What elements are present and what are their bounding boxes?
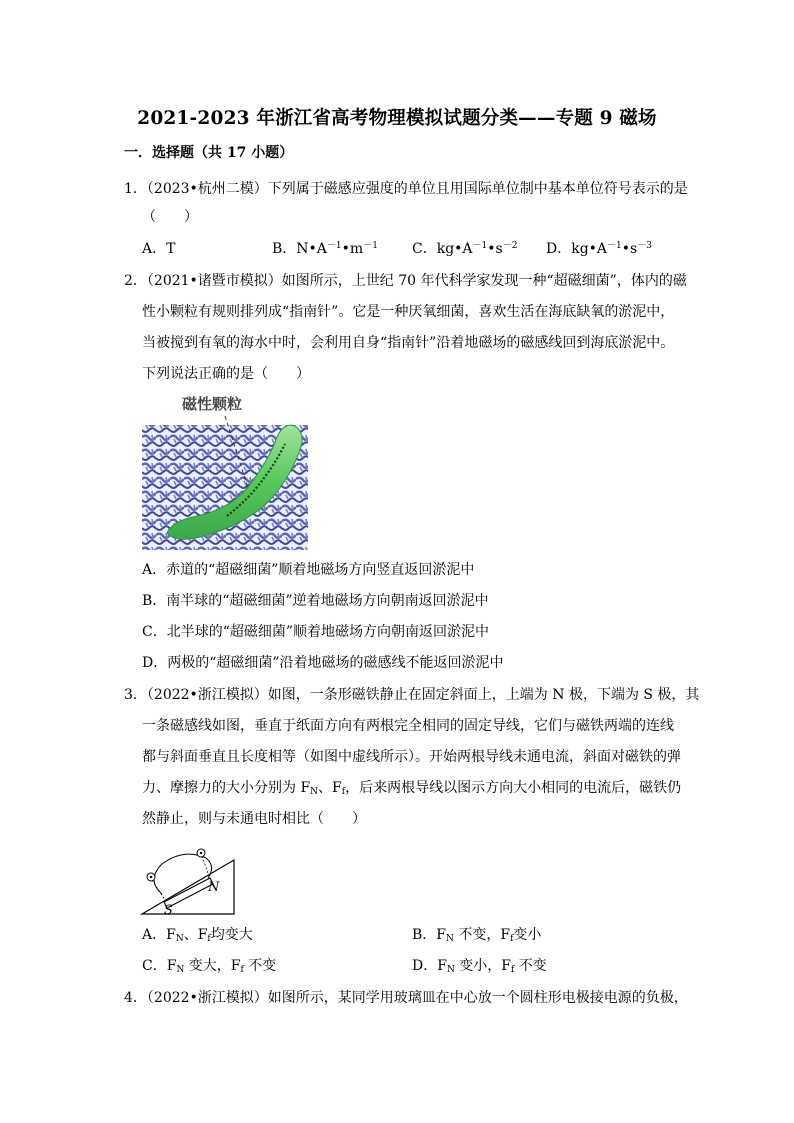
q2-line-3: 当被搅到有氧的海水中时，会利用自身“指南针”沿着地磁场的磁感线回到海底淤泥中。 — [142, 335, 675, 351]
bacteria-figure — [142, 392, 308, 550]
q2-option-c[interactable]: C．北半球的“超磁细菌”顺着地磁场方向朝南返回淤泥中 — [142, 624, 490, 640]
q2-line-1: 2．（2021•诸暨市模拟）如图所示，上世纪 70 年代科学家发现一种“超磁细菌”，体内的磁 — [124, 273, 687, 289]
q3-line-2: 一条磁感线如图，垂直于纸面方向有两根完全相同的固定导线，它们与磁铁两端的连线 — [142, 718, 674, 734]
dashed-connector-right — [202, 856, 209, 876]
q3-option-c[interactable]: C．$F_N$ 变大，$F_f$ 不变 — [142, 958, 277, 975]
q3-option-b[interactable]: B．$F_N$ 不变，$F_f$变小 — [412, 927, 542, 944]
q3-line-5: 然静止，则与未通电时相比（ ） — [142, 811, 366, 827]
south-pole-label: S — [164, 903, 173, 916]
q3-option-d[interactable]: D．$F_N$ 变小，$F_f$ 不变 — [412, 958, 547, 975]
q1-option-b[interactable]: B．$N•A^{-1}•m^{-1}$ — [272, 241, 378, 257]
magnet-incline-figure — [138, 838, 238, 916]
q3-line-3: 都与斜面垂直且长度相等（如图中虚线所示）。开始两根导线未通电流，斜面对磁铁的弹 — [142, 749, 681, 765]
magnetic-particle-label: 磁性颗粒 — [182, 395, 243, 413]
wire-right-dot-icon — [200, 852, 202, 854]
q2-option-d[interactable]: D．两极的“超磁细菌”沿着地磁场的磁感线不能返回淤泥中 — [142, 655, 504, 671]
section-heading: 一．选择题（共 17 小题） — [124, 145, 294, 161]
q1-option-c[interactable]: C．$kg•A^{-1}•s^{-2}$ — [412, 241, 518, 257]
q2-option-a[interactable]: A．赤道的“超磁细菌”顺着地磁场方向竖直返回淤泥中 — [142, 562, 475, 578]
north-pole-label: N — [208, 880, 220, 895]
q1-line-2: （ ） — [142, 209, 198, 225]
q2-line-4: 下列说法正确的是（ ） — [142, 366, 310, 382]
q2-option-b[interactable]: B．南半球的“超磁细菌”逆着地磁场方向朝南返回淤泥中 — [142, 593, 489, 609]
q1-option-a[interactable]: A．T — [142, 241, 176, 257]
q4-line-1: 4．（2022•浙江模拟）如图所示，某同学用玻璃皿在中心放一个圆柱形电极接电源的负极， — [124, 990, 688, 1006]
wire-left-dot-icon — [150, 876, 152, 878]
page-title: 2021-2023 年浙江省高考物理模拟试题分类——专题 9 磁场 — [137, 108, 657, 129]
q3-option-a[interactable]: A．$F_N$、$F_f$均变大 — [142, 927, 253, 944]
q2-line-2: 性小颗粒有规则排列成“指南针”。它是一种厌氧细菌，喜欢生活在海底缺氧的淤泥中， — [142, 304, 675, 320]
q3-line-4: 力、摩擦力的大小分别为 $F_N$、$F_f$，后来两根导线以图示方向大小相同的电流后，磁铁仍 — [142, 780, 682, 797]
q1-option-d[interactable]: D．$kg•A^{-1}•s^{-3}$ — [546, 241, 652, 257]
q3-line-1: 3．（2022•浙江模拟）如图，一条形磁铁静止在固定斜面上，上端为 N 极，下端为 S 极，其 — [124, 687, 700, 703]
q1-line-1: 1．（2023•杭州二模）下列属于磁感应强度的单位且用国际单位制中基本单位符号表示的是 — [124, 181, 688, 197]
